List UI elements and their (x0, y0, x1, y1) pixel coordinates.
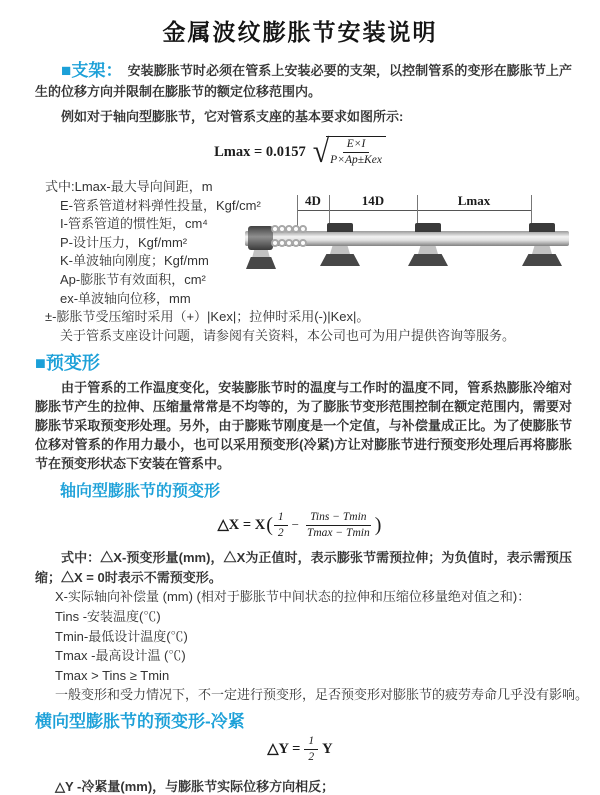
lateral-preform-formula (0, 737, 600, 763)
lmax-formula (0, 134, 600, 170)
dim-label-4d: 4D (305, 193, 321, 208)
fraction-denominator: 2 (308, 751, 315, 764)
fraction-denominator: Tmax − Tmin (306, 526, 370, 539)
definition-line: Tins -安装温度(℃) (55, 608, 161, 624)
definition-line: Tmax > Tins ≥ Tmin (55, 667, 170, 683)
support-example-line: 例如对于轴向型膨胀节，它对管系支座的基本要求如图所示: (61, 109, 404, 124)
formula-rhs: Y (322, 741, 333, 758)
support-heading: ■支架： (61, 61, 123, 80)
formula-denominator: P×Ap±Kex (330, 154, 382, 166)
temperature-fraction (303, 510, 374, 541)
axial-definition-lines (0, 587, 600, 705)
lateral-note-line: △Y -冷紧量(mm)，与膨胀节实际位移方向相反； (55, 778, 335, 794)
variable-line: 式中:Lmax-最大导向间距，m (45, 179, 213, 194)
dim-label-lmax: Lmax (457, 193, 491, 208)
lateral-preform-heading: 横向型膨胀节的预变形-冷紧 (35, 711, 245, 731)
variable-line: 关于管系支座设计问题，请参阅有关资料，本公司也可为用户提供咨询等服务。 (60, 327, 516, 343)
variable-line: P-设计压力，Kgf/mm² (60, 234, 188, 250)
one-half-fraction (304, 734, 318, 765)
minus-sign: − (291, 517, 299, 533)
square-root-icon: √ (312, 133, 330, 170)
variable-line: I-管系管道的惯性矩，cm⁴ (60, 216, 208, 232)
formula-fraction (326, 136, 386, 168)
variable-definitions (0, 178, 600, 345)
support-intro-text: 安装膨胀节时必须在管系上安装必要的支架，以控制管系的变形在膨胀节上产生的位移方向并限制在膨胀节的额定位移范围内。 (35, 63, 572, 99)
right-paren: ) (374, 513, 382, 536)
page-title: 金属波纹膨胀节安装说明 (162, 19, 438, 45)
variable-line: E-管系管道材料弹性投量，Kgf/cm² (60, 197, 261, 213)
axial-preform-formula (0, 510, 600, 540)
definition-line: 一般变形和受力情况下，不一定进行预变形，足否预变形对膨胀节的疲劳寿命几乎没有影响。 (55, 687, 589, 703)
dim-label-14d: 14D (361, 193, 385, 208)
fraction-numerator: 1 (274, 510, 288, 526)
variable-line: ex-单波轴向位移，mm (60, 290, 191, 306)
definition-line: Tmax -最高设计温 (℃) (55, 648, 186, 664)
formula-numerator: E×I (343, 137, 370, 153)
formula-lhs: △X = X (217, 516, 266, 533)
variable-line: K-单波轴向刚度；Kgf/mm (60, 253, 209, 269)
fraction-numerator: 1 (304, 734, 318, 750)
fraction-denominator: 2 (277, 526, 284, 539)
variable-line: Ap-膨胀节有效面积，cm² (60, 271, 206, 287)
preform-heading: ■预变形 (35, 353, 100, 374)
formula-lhs: Lmax = 0.0157 (214, 143, 306, 160)
axial-formula-explanation: 式中：△X-预变形量(mm)，△X为正值时，表示膨张节需预拉伸；为负值时，表示需预压缩；△X = 0时表示不需预变形。 (35, 550, 572, 585)
one-half-fraction (274, 510, 288, 541)
fraction-numerator: Tins − Tmin (306, 510, 370, 526)
variable-line: ±-膨胀节受压缩时采用（+）|Kex|；拉伸时采用(-)|Kex|。 (45, 309, 370, 325)
axial-preform-heading: 轴向型膨胀节的预变形 (60, 483, 221, 501)
definition-line: X-实际轴向补偿量 (mm) (相对于膨胀节中间状态的拉伸和压缩位移量绝对值之和)： (55, 589, 531, 605)
preform-paragraph: 由于管系的工作温度变化，安装膨胀节时的温度与工作时的温度不同，管系热膨胀冷缩对膨胀节产生的拉伸、压缩量常常是不均等的，为了膨胀节变形范围控制在额定范围内，需要对膨胀节采取预变形处理。另外，由于膨账节刚度是一个定值，与补偿量成正比。为了使膨胀节位移对管系的作用力最小，也可以采用预变形(冷紧)方让对膨胀节进行预变形处理后再将膨胀节在预变形状态下安装在管系中。 (35, 380, 572, 472)
definition-line: Tmin-最低设计温度(℃) (55, 628, 188, 644)
support-paragraph (35, 60, 572, 102)
formula-lhs: △Y = (267, 741, 301, 758)
left-paren: ( (266, 513, 273, 536)
